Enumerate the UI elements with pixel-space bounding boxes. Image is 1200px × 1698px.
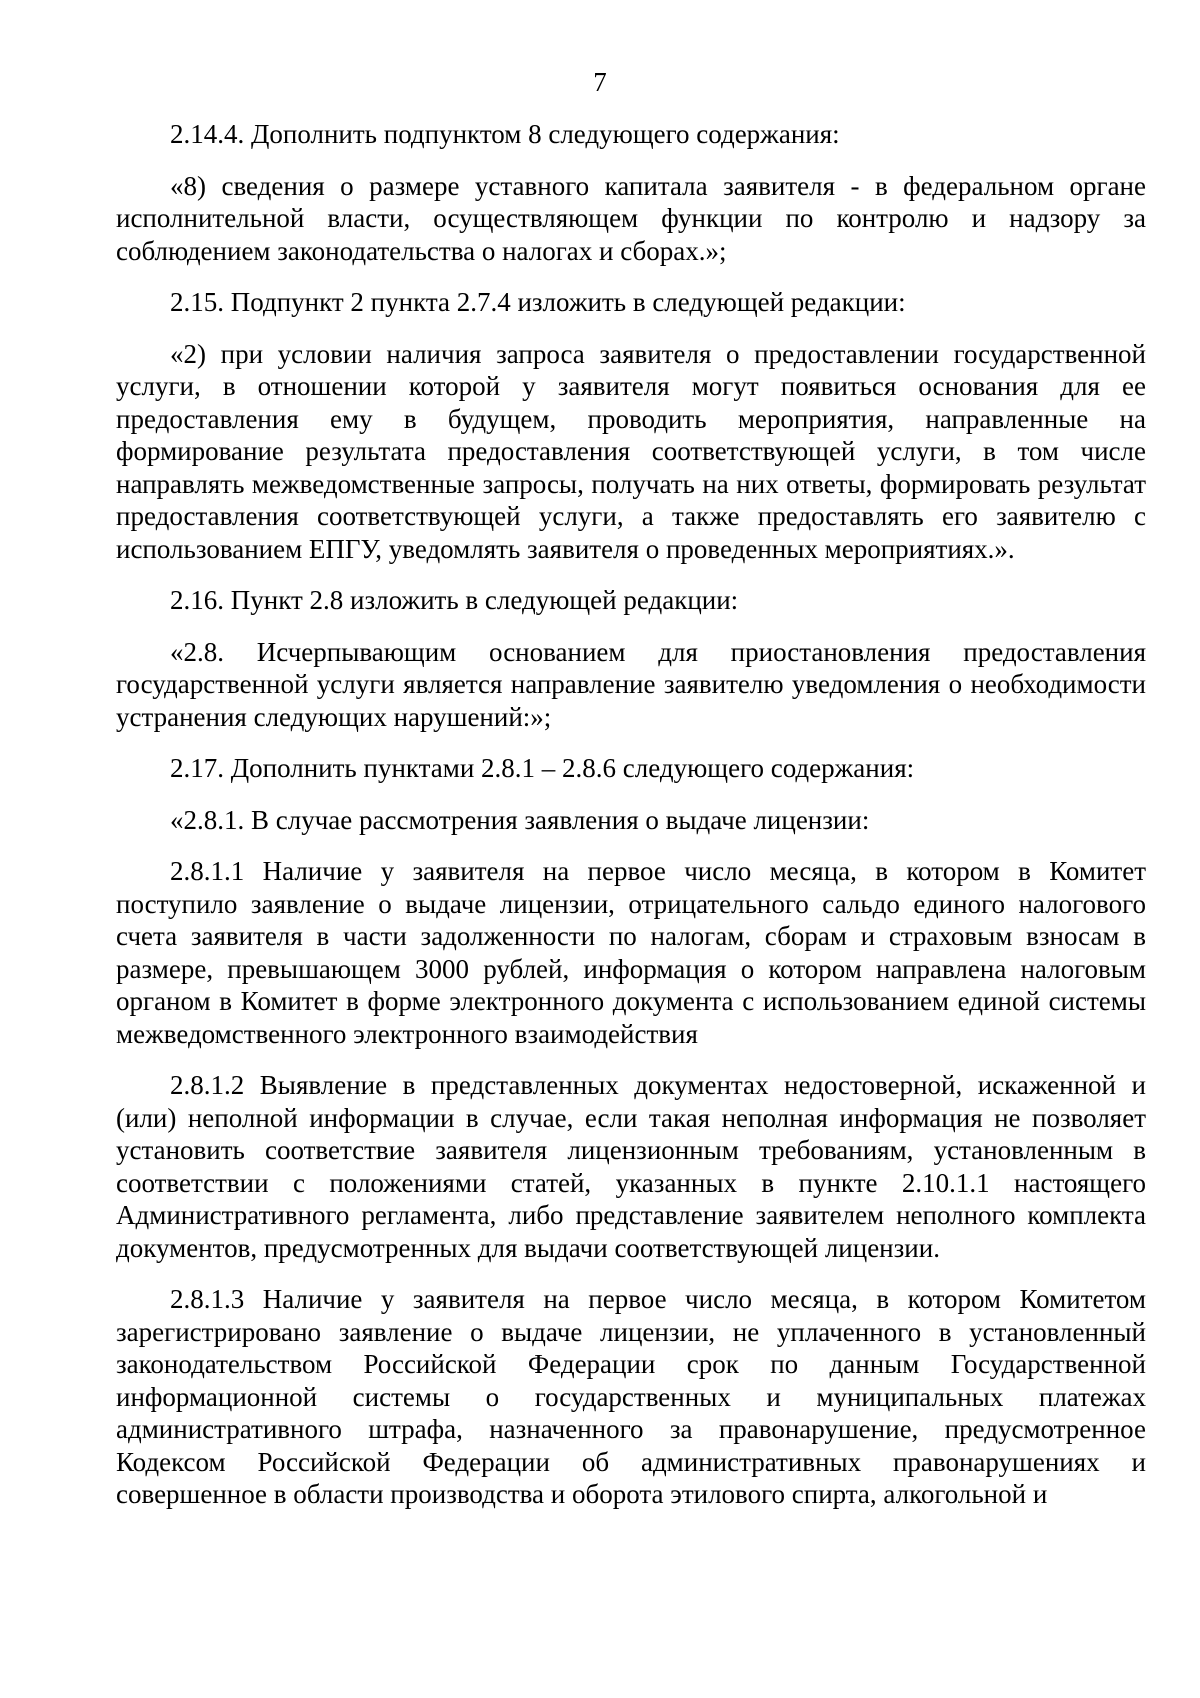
paragraph-subitem-8: «8) сведения о размере уставного капитала заявителя - в федеральном органе исполнительной власти, осуществляющем функции по контролю и надзору за соблюдением законодательства о налогах и сборах.»; [116, 170, 1146, 266]
paragraph-2-8: «2.8. Исчерпывающим основанием для приостановления предоставления государственной услуги является направление заявителю уведомления о необходимости устранения следующих нарушений:»; [116, 636, 1146, 732]
page-number: 7 [593, 67, 607, 97]
paragraph-2-15: 2.15. Подпункт 2 пункта 2.7.4 изложить в следующей редакции: [170, 287, 906, 317]
paragraph-2-8-1-3: 2.8.1.3 Наличие у заявителя на первое число месяца, в котором Комитетом зарегистрировано заявление о выдаче лицензии, не уплаченного в установленный законодательством Российской Федерации срок по данным Государственной информационной системы о государственных и муниципальных платежах административного штрафа, назначенного за правонарушение, предусмотренное Кодексом Российской Федерации об административных правонарушениях и совершенное в области производства и оборота этилового спирта, алкогольной и [116, 1284, 1146, 1509]
paragraph-2-14-4: 2.14.4. Дополнить подпунктом 8 следующего содержания: [170, 119, 840, 149]
paragraph-2-8-1-2: 2.8.1.2 Выявление в представленных документах недостоверной, искаженной и (или) неполной информации в случае, если такая неполная информация не позволяет установить соответствие заявителя лицензионным требованиям, установленным в соответствии с положениями статей, указанных в пункте 2.10.1.1 настоящего Административного регламента, либо представление заявителем неполного комплекта документов, предусмотренных для выдачи соответствующей лицензии. [116, 1070, 1146, 1263]
paragraph-subitem-2: «2) при условии наличия запроса заявителя о предоставлении государственной услуги, в отношении которой у заявителя могут появиться основания для ее предоставления ему в будущем, проводить мероприятия, направленные на формирование результата предоставления соответствующей услуги, в том числе направлять межведомственные запросы, получать на них ответы, формировать результат предоставления соответствующей услуги, а также предоставлять его заявителю с использованием ЕПГУ, уведомлять заявителя о проведенных мероприятиях.». [116, 338, 1146, 564]
paragraph-2-16: 2.16. Пункт 2.8 изложить в следующей редакции: [170, 585, 739, 615]
paragraph-2-8-1: «2.8.1. В случае рассмотрения заявления о выдаче лицензии: [170, 804, 870, 835]
document-body [116, 118, 1146, 1530]
paragraph-2-8-1-1: 2.8.1.1 Наличие у заявителя на первое число месяца, в котором в Комитет поступило заявление о выдаче лицензии, отрицательного сальдо единого налогового счета заявителя в части задолженности по налогам, сборам и страховым взносам в размере, превышающем 3000 рублей, информация о котором направлена налоговым органом в Комитет в форме электронного документа с использованием единой системы межведомственного электронного взаимодействия [116, 856, 1146, 1049]
paragraph-2-17: 2.17. Дополнить пунктами 2.8.1 – 2.8.6 следующего содержания: [170, 753, 915, 783]
